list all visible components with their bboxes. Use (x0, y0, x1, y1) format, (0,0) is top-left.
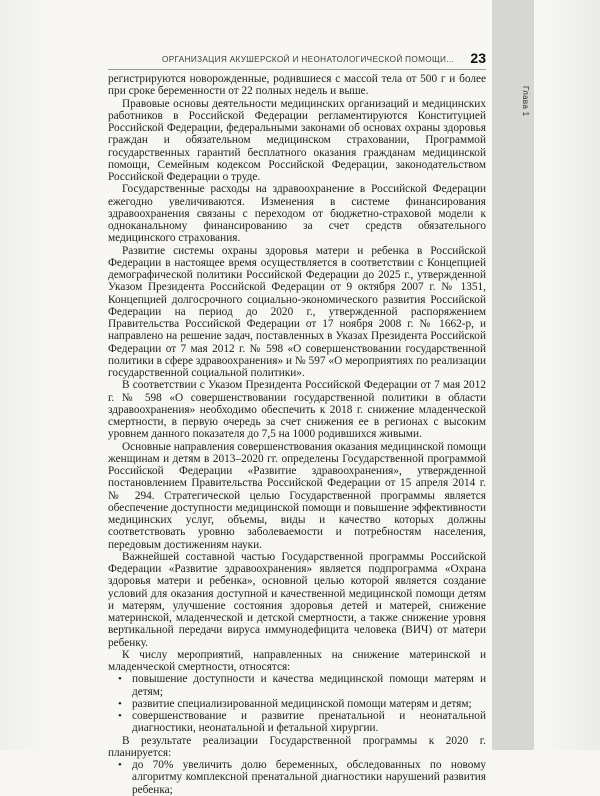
list-item (108, 673, 486, 698)
list-item (108, 710, 486, 735)
paragraph: В соответствии с Указом Президента Российской Федерации от 7 мая 2012 г. № 598 «О совершенствовании государственной политики в области здравоохранения» необходимо обеспечить к 2018 г. снижение младенческой смертности, в первую очередь за счет снижения ее в регионах с высоким уровнем данного показателя до 7,5 на 1000 родившихся живыми. (108, 379, 486, 441)
paragraph: Важнейшей составной частью Государственной программы Российской Федерации «Развитие здравоохранения» является подпрограмма «Охрана здоровья матери и ребенка», основной целью которой является создание условий для оказания доступной и качественной медицинской помощи детям и матерям, улучшение состояния здоровья детей и матерей, снижение материнской, младенческой и детской смертности, а также снижение уровня вертикальной передачи вируса иммунодефицита человека (ВИЧ) от матери ребенку. (108, 550, 486, 649)
paragraph: Государственные расходы на здравоохранение в Российской Федерации ежегодно увеличиваются. Изменения в системе финансирования здравоохранения связаны с переходом от бюджетно-страховой модели к одноканальному финансированию за счет средств обязательного медицинского страхования. (108, 183, 486, 245)
paragraph: К числу мероприятий, направленных на снижение материнской и младенческой смертности, относятся: (108, 648, 486, 673)
paragraph: Развитие системы охраны здоровья матери и ребенка в Российской Федерации в настоящее время осуществляется в соответствии с Концепцией демографической политики Российской Федерации до 2025 г., утвержденной Указом Президента Российской Федерации от 9 октября 2007 г. № 1351, Концепцией долгосрочного социально-экономического развития Российской Федерации на период до 2020 г., утвержденной распоряжением Правительства Российской Федерации от 17 ноября 2008 г. № 1662-р, и направлено на решение задач, поставленных в Указах Президента Российской Федерации от 7 мая 2012 г. № 598 «О совершенствовании государственной политики в сфере здравоохранения» и № 597 «О мероприятиях по реализации государственной социальной политики». (108, 244, 486, 379)
list-item-text: повышение доступности и качества медицинской помощи матерям и детям; (132, 673, 486, 698)
running-header (108, 48, 486, 68)
bullet-icon: • (118, 697, 122, 710)
paragraph: Основные направления совершенствования оказания медицинской помощи женщинам и детям в 2013–2020 гг. определены Государственной программой Российской Федерации «Развитие здравоохранения», утвержденной постановлением Правительства Российской Федерации от 15 апреля 2014 г. № 294. Стратегической целью Государственной программы является обеспечение доступности медицинской помощи и повышение эффективности медицинских услуг, объемы, виды и качество которых должны соответствовать уровню заболеваемости и потребностям населения, передовым достижениям науки. (108, 440, 486, 551)
bullet-icon: • (118, 710, 122, 722)
bullet-icon: • (118, 759, 122, 771)
list-item-text: до 70% увеличить долю беременных, обследованных по новому алгоритму комплексной пренатальной диагностики нарушений развития ребенка; (132, 759, 486, 796)
page-number: 23 (470, 50, 486, 66)
body-text (108, 73, 486, 796)
paragraph: регистрируются новорожденные, родившиеся с массой тела от 500 г и более при сроке беременности от 22 полных недель и выше. (108, 73, 486, 98)
running-header-title: ОРГАНИЗАЦИЯ АКУШЕРСКОЙ И НЕОНАТОЛОГИЧЕСКОЙ ПОМОЩИ... (162, 55, 455, 64)
bullet-list-plans (108, 759, 486, 796)
list-item (108, 759, 486, 796)
header-rule (108, 69, 486, 70)
bullet-icon: • (118, 673, 122, 686)
list-item-text: развитие специализированной медицинской помощи матерям и детям; (132, 697, 472, 710)
chapter-tab-label: Глава 1 (521, 86, 530, 117)
bullet-list-measures (108, 673, 486, 734)
list-item (108, 698, 486, 710)
paragraph: В результате реализации Государственной программы к 2020 г. планируется: (108, 734, 486, 759)
paragraph: Правовые основы деятельности медицинских организаций и медицинских работников в Российской Федерации регламентируются Конституцией Российской Федерации, федеральными законами об основах охраны здоровья граждан и обязательном медицинском страховании, Программой государственных гарантий бесплатного оказания гражданам медицинской помощи, Семейным кодексом Российской Федерации, законодательством Российской Федерации о труде. (108, 97, 486, 183)
list-item-text: совершенствование и развитие пренатальной и неонатальной диагностики, неонатальной и фетальной хирургии. (132, 710, 486, 735)
